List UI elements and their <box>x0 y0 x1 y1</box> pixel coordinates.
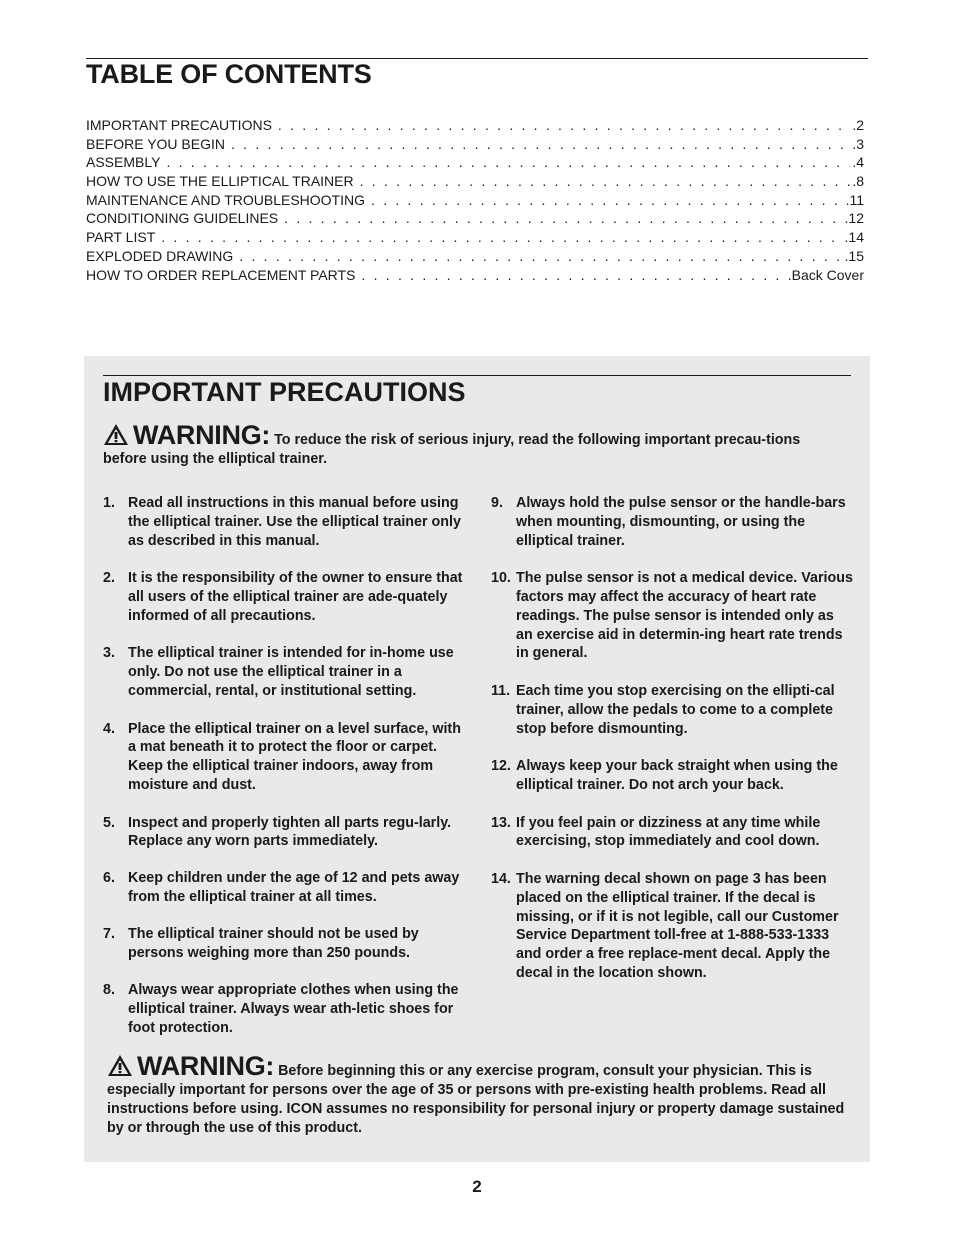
precaution-number: 2. <box>103 570 115 587</box>
precaution-text: Read all instructions in this manual before using the elliptical trainer. Use the elliptical trainer only as described in this manual. <box>128 495 461 549</box>
precaution-number: 5. <box>103 814 115 831</box>
precaution-item <box>103 494 463 550</box>
toc-leader-dots <box>161 228 842 247</box>
toc-entry-label: MAINTENANCE AND TROUBLESHOOTING <box>86 191 366 208</box>
toc-entry <box>86 228 864 247</box>
toc-leader-dots <box>371 191 844 210</box>
toc-entry <box>86 209 864 228</box>
toc-entry <box>86 116 864 135</box>
toc-leader-dots <box>239 247 842 266</box>
toc-entry-page: .14 <box>844 229 864 246</box>
precaution-item <box>103 981 463 1037</box>
warning-intro-text: To reduce the risk of serious injury, read the following important precau-tions before using the elliptical trainer. <box>103 432 801 467</box>
precaution-text: Inspect and properly tighten all parts regu-larly. Replace any worn parts immediately. <box>128 814 452 850</box>
toc-entry-label: EXPLODED DRAWING <box>86 247 234 264</box>
toc-entry-label: HOW TO USE THE ELLIPTICAL TRAINER <box>86 173 354 190</box>
precaution-text: Keep children under the age of 12 and pets away from the elliptical trainer at all times. <box>128 870 460 906</box>
precaution-number: 14. <box>491 870 511 887</box>
precaution-item <box>103 569 463 625</box>
warning-label: WARNING: <box>133 420 271 450</box>
precaution-text: Always hold the pulse sensor or the handle-bars when mounting, dismounting, or using the elliptical trainer. <box>516 495 846 549</box>
precaution-number: 10. <box>491 570 511 587</box>
toc-leader-dots <box>284 209 842 228</box>
toc-entry-page: .8 <box>852 173 864 190</box>
warning-label: WARNING: <box>137 1051 275 1081</box>
toc-entry-label: BEFORE YOU BEGIN <box>86 135 225 152</box>
toc-entry-page: .15 <box>844 247 864 264</box>
precaution-text: Place the elliptical trainer on a level surface, with a mat beneath it to protect the floor or carpet. Keep the elliptical trainer indoors, away from moisture and dust. <box>128 720 461 793</box>
precautions-top-rule <box>103 375 851 376</box>
toc-entry <box>86 266 864 285</box>
precaution-item <box>491 870 853 983</box>
warning-triangle-icon <box>107 1054 133 1077</box>
precaution-text: Always keep your back straight when using the elliptical trainer. Do not arch your back. <box>516 758 838 793</box>
precaution-text: Each time you stop exercising on the ellipti-cal trainer, allow the pedals to come to a complete stop before dismounting. <box>516 682 835 737</box>
toc-entry-page: .12 <box>844 210 864 227</box>
precautions-right-column <box>491 494 853 1002</box>
page-number: 2 <box>472 1177 482 1196</box>
precaution-number: 11. <box>491 682 511 699</box>
precaution-number: 12. <box>491 758 511 775</box>
precaution-number: 6. <box>103 870 115 887</box>
precaution-number: 9. <box>491 495 503 511</box>
precaution-item <box>103 720 463 795</box>
toc-leader-dots <box>360 172 851 191</box>
warning-physician <box>107 1051 847 1138</box>
precaution-item <box>491 494 853 550</box>
warning-triangle-icon <box>103 423 129 446</box>
toc-entry-page: .Back Cover <box>787 266 864 283</box>
toc-entry-label: HOW TO ORDER REPLACEMENT PARTS <box>86 266 356 283</box>
precaution-text: Always wear appropriate clothes when using the elliptical trainer. Always wear ath-letic shoes for foot protection. <box>128 982 459 1036</box>
precaution-number: 7. <box>103 926 115 943</box>
precaution-number: 1. <box>103 495 115 511</box>
precaution-number: 3. <box>103 645 115 662</box>
precaution-item <box>491 814 853 852</box>
toc-leader-dots <box>231 135 850 154</box>
precaution-text: The pulse sensor is not a medical device. Various factors may affect the accuracy of heart rate readings. The pulse sensor is intended only as an exercise aid in determin-ing heart rate trends in general. <box>516 570 853 662</box>
warning-physician-text: Before beginning this or any exercise program, consult your physician. This is especially important for persons over the age of 35 or persons with pre-existing health problems. Read all instructions before using. ICON assumes no responsibility for personal injury or property damage sustained by or through the use of this product. <box>107 1063 845 1136</box>
toc-list <box>86 116 864 284</box>
precaution-number: 13. <box>491 814 511 831</box>
toc-entry-page: .4 <box>852 154 864 171</box>
toc-entry <box>86 172 864 191</box>
precaution-number: 4. <box>103 720 115 737</box>
precaution-item <box>103 644 463 700</box>
precaution-item <box>103 869 463 907</box>
precaution-item <box>491 757 853 795</box>
toc-entry <box>86 153 864 172</box>
warning-intro <box>103 420 843 469</box>
precautions-left-column <box>103 494 463 1056</box>
toc-entry-label: IMPORTANT PRECAUTIONS <box>86 117 272 133</box>
toc-leader-dots <box>278 116 850 135</box>
precaution-text: The warning decal shown on page 3 has been placed on the elliptical trainer. If the decal is missing, or if it is not legible, call our Customer Service Department toll-free at 1-888-533-1333 and order a free replace-ment decal. Apply the decal in the location shown. <box>516 870 839 981</box>
precaution-text: It is the responsibility of the owner to ensure that all users of the elliptical trainer are ade-quately informed of all precautions. <box>128 570 463 624</box>
toc-entry <box>86 247 864 266</box>
toc-entry-label: PART LIST <box>86 229 156 246</box>
toc-entry-page: .11 <box>845 191 864 208</box>
toc-entry-label: ASSEMBLY <box>86 154 161 171</box>
precaution-text: If you feel pain or dizziness at any time while exercising, stop immediately and cool down. <box>516 814 821 850</box>
toc-leader-dots <box>361 266 785 285</box>
toc-entry-page: .3 <box>852 135 864 152</box>
precaution-item <box>103 925 463 963</box>
precaution-number: 8. <box>103 982 115 999</box>
precaution-item <box>491 569 853 663</box>
toc-entry <box>86 191 864 210</box>
toc-title: TABLE OF CONTENTS <box>86 59 372 89</box>
toc-entry-page: .2 <box>852 117 864 133</box>
precaution-text: The elliptical trainer should not be used by persons weighing more than 250 pounds. <box>128 926 419 962</box>
precaution-item <box>491 682 853 738</box>
toc-entry-label: CONDITIONING GUIDELINES <box>86 210 279 227</box>
precaution-item <box>103 814 463 852</box>
precaution-text: The elliptical trainer is intended for in-home use only. Do not use the elliptical trainer in a commercial, rental, or institutional setting. <box>128 645 454 699</box>
toc-leader-dots <box>166 153 850 172</box>
precautions-title: IMPORTANT PRECAUTIONS <box>103 377 466 407</box>
toc-entry <box>86 135 864 154</box>
